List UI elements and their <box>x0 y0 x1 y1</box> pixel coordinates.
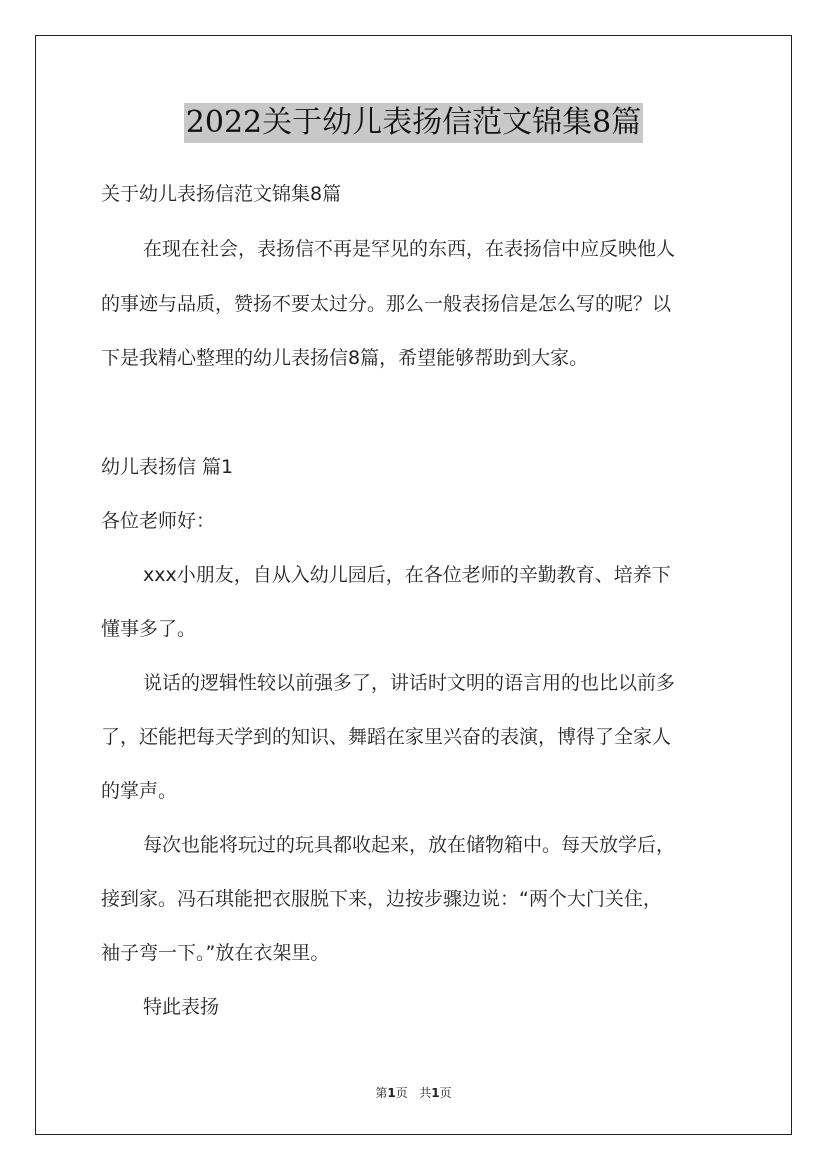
footer-total-suffix: 页 <box>439 1086 452 1100</box>
section-heading: 幼儿表扬信 篇1 <box>101 456 234 478</box>
footer-page-number: 1 <box>387 1086 396 1100</box>
closing-line: 特此表扬 <box>143 996 220 1018</box>
intro-line-2: 的事迹与品质，赞扬不要太过分。那么一般表扬信是怎么写的呢？以 <box>101 293 672 315</box>
document-title: 2022关于幼儿表扬信范文锦集8篇 <box>184 103 643 143</box>
para2-line-3: 的掌声。 <box>101 780 178 802</box>
para3-line-1: 每次也能将玩过的玩具都收起来，放在储物箱中。每天放学后， <box>143 834 676 856</box>
para2-line-2: 了，还能把每天学到的知识、舞蹈在家里兴奋的表演，博得了全家人 <box>101 726 672 748</box>
title-container <box>0 103 827 143</box>
document-subtitle: 关于幼儿表扬信范文锦集8篇 <box>101 183 342 205</box>
footer-total-number: 1 <box>431 1086 440 1100</box>
para3-line-2: 接到家。冯石琪能把衣服脱下来，边按步骤边说：“两个大门关住， <box>101 888 662 910</box>
page-footer <box>0 1084 827 1101</box>
intro-line-1: 在现在社会，表扬信不再是罕见的东西，在表扬信中应反映他人 <box>143 238 676 260</box>
para2-line-1: 说话的逻辑性较以前强多了，讲话时文明的语言用的也比以前多 <box>143 672 676 694</box>
para1-line-2: 懂事多了。 <box>101 618 197 640</box>
para1-line-1: xxx小朋友，自从入幼儿园后，在各位老师的辛勤教育、培养下 <box>143 564 671 586</box>
footer-page-prefix: 第 <box>375 1086 388 1100</box>
intro-line-3: 下是我精心整理的幼儿表扬信8篇，希望能够帮助到大家。 <box>101 347 589 369</box>
para3-line-3: 袖子弯一下。”放在衣架里。 <box>101 942 330 964</box>
salutation: 各位老师好： <box>101 510 216 532</box>
footer-page-suffix: 页 <box>395 1086 408 1100</box>
footer-total-prefix: 共 <box>419 1086 432 1100</box>
